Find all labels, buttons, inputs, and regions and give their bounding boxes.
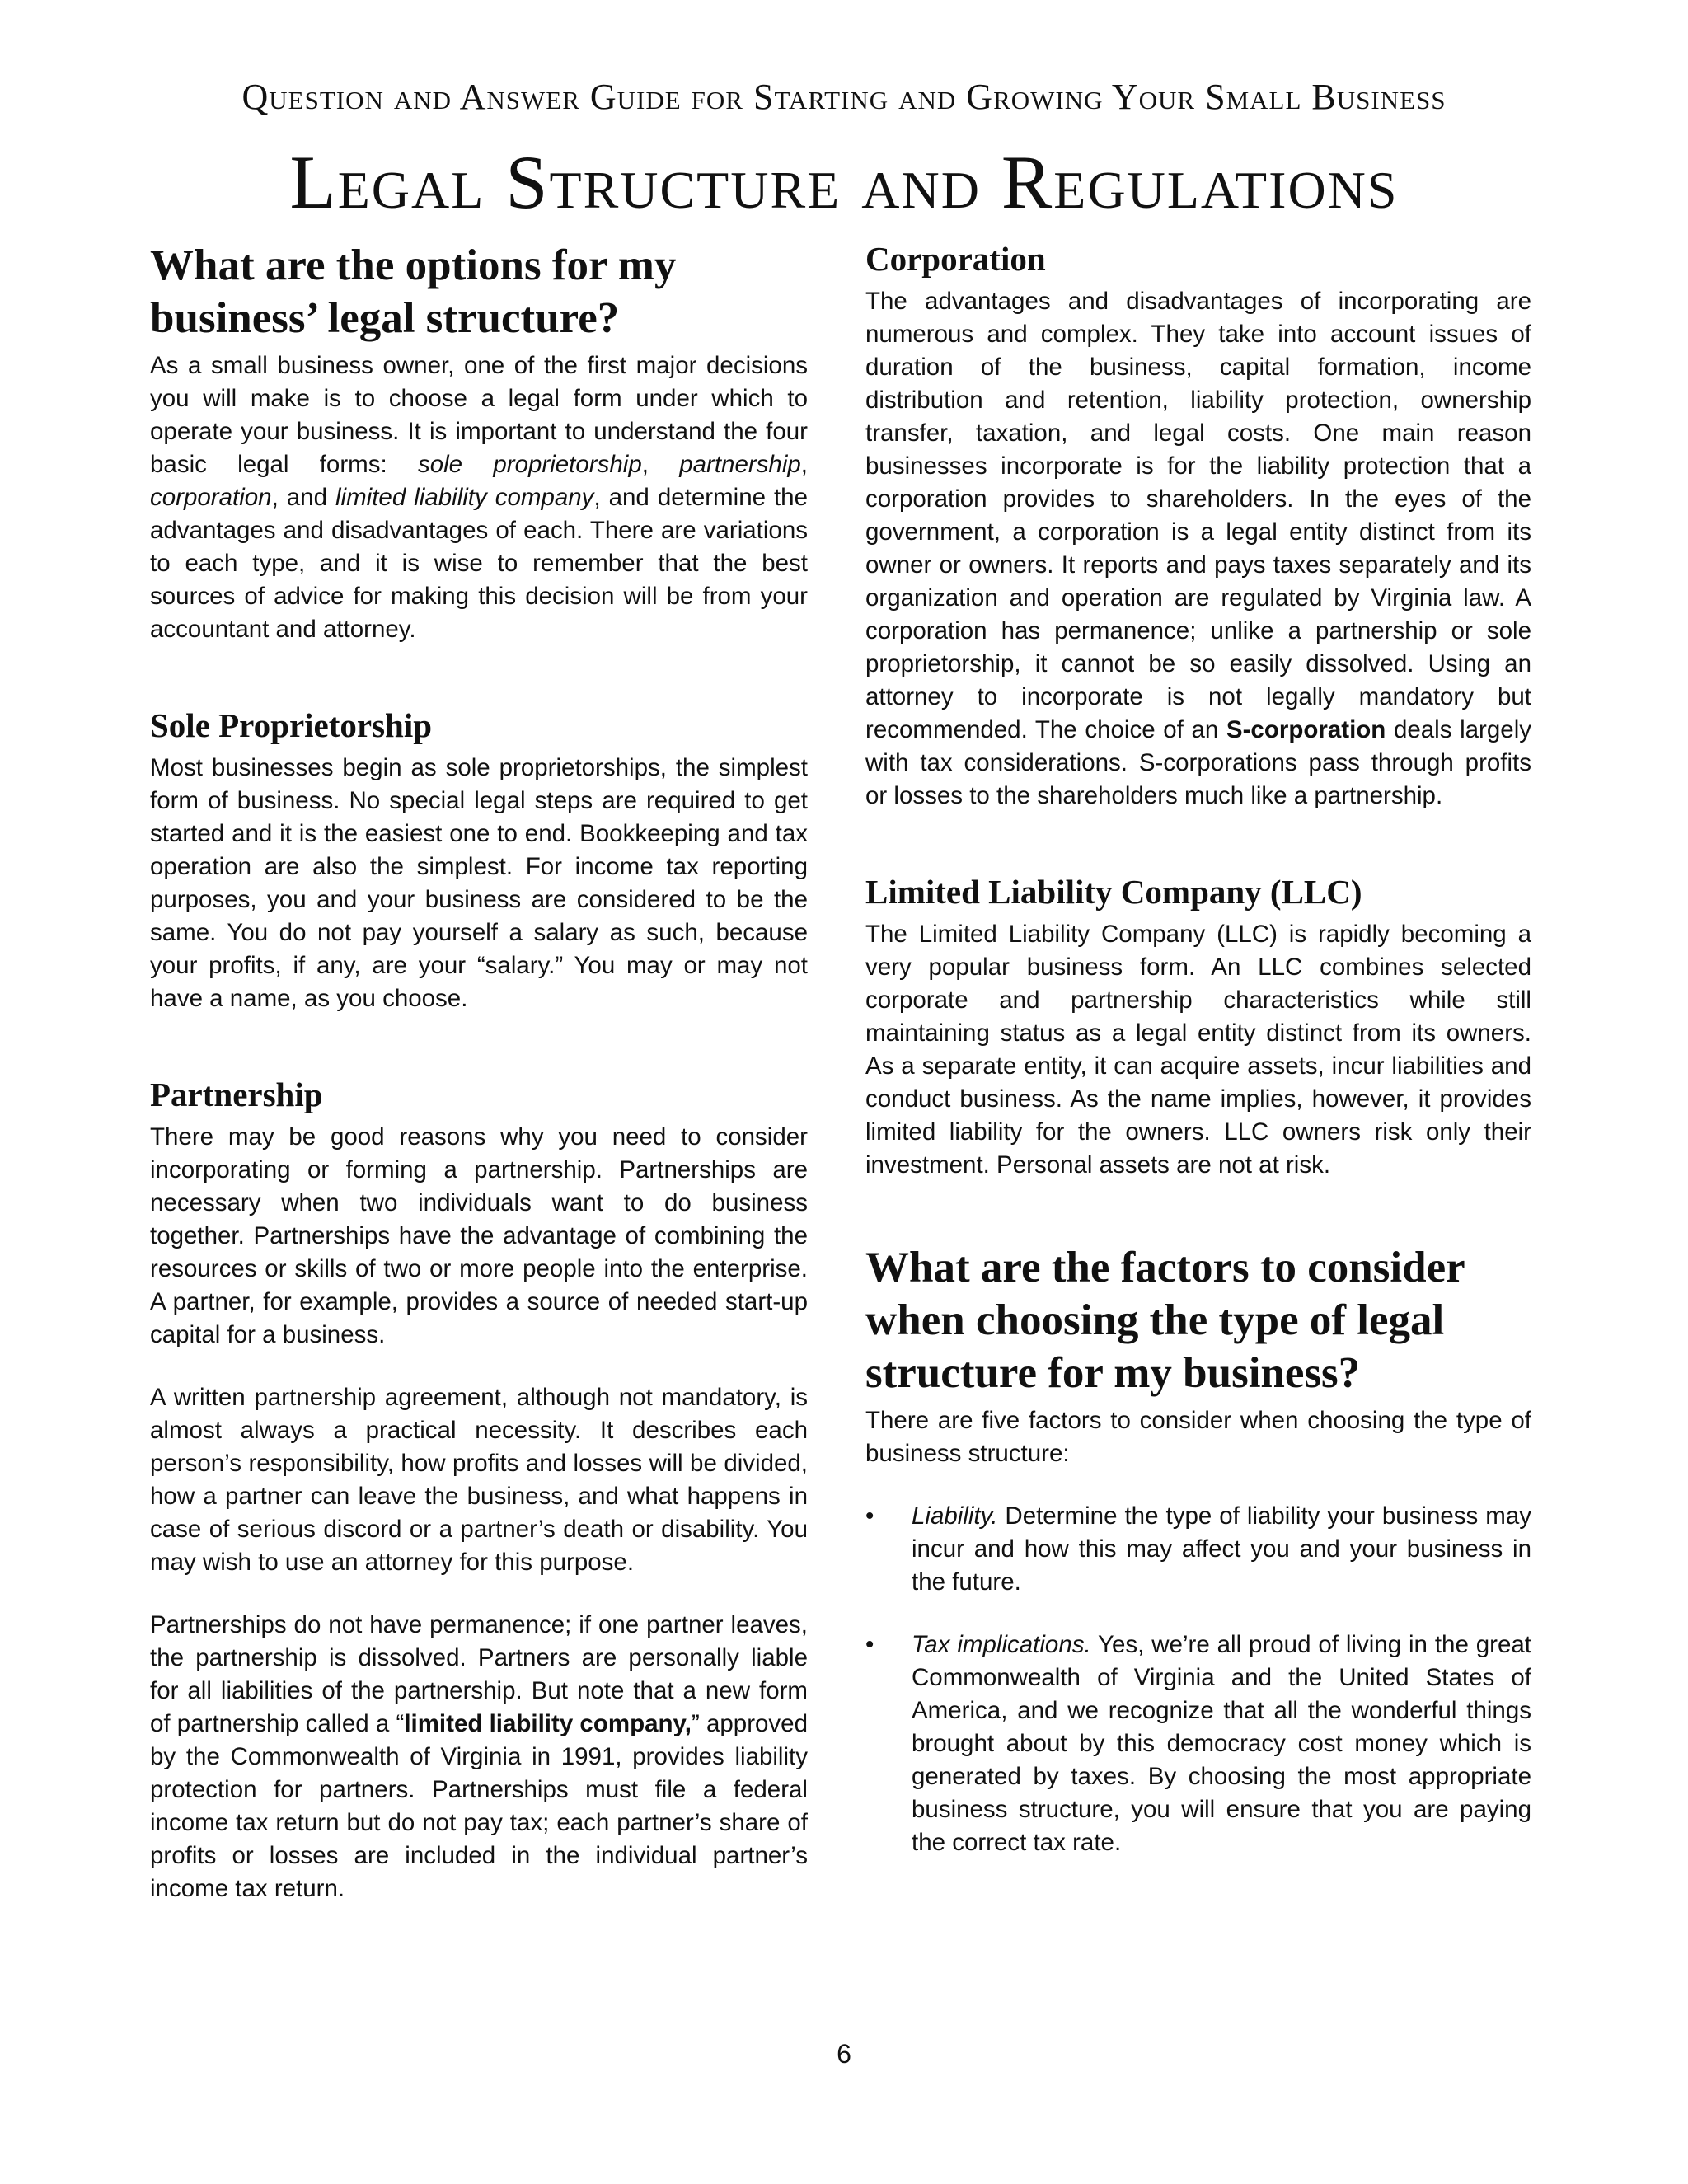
- term-s-corporation: S-corporation: [1226, 716, 1386, 743]
- intro-text-b: ,: [641, 451, 680, 478]
- factor-tax-lead: Tax implications.: [912, 1631, 1091, 1658]
- partnership-p3-text-a: Partnerships do not have permanence; if one partner leaves, the partnership is dissolved. Partners are personally liable for all liabilities of the partnership. But note that a new form of partnership called a “: [150, 1611, 808, 1737]
- intro-text-e: , and determine the advantages and disadvantages of each. There are variations to each type, and it is wise to remember that the best sources of advice for making this decision will be from your accountant and attorney.: [150, 484, 808, 643]
- factor-liability-lead: Liability.: [912, 1502, 998, 1530]
- heading-sole-proprietorship: Sole Proprietorship: [150, 706, 433, 744]
- partnership-paragraph-1: There may be good reasons why you need to consider incorporating or forming a partnership. Partnerships are necessary when two individuals want to do business together. Partnerships have the advantage of combining the resources or skills of two or more people into the enterprise. A partner, for example, provides a source of needed start-up capital for a business.: [150, 1123, 808, 1348]
- term-corporation: corporation: [150, 484, 272, 511]
- list-item: [865, 1500, 1531, 1599]
- right-column: [865, 239, 1531, 1889]
- heading-partnership: Partnership: [150, 1076, 323, 1113]
- term-sole-proprietorship: sole proprietorship: [417, 451, 642, 478]
- page-number: 6: [837, 2039, 851, 2069]
- sole-proprietorship-paragraph: Most businesses begin as sole proprietorships, the simplest form of business. No special legal steps are required to get started and it is the easiest one to end. Bookkeeping and tax operation are also the simplest. For income tax reporting purposes, you and your business are considered to be the same. You do not pay yourself a salary as such, because your profits, if any, are your “salary.” You may or may not have a name, as you choose.: [150, 754, 808, 1012]
- question-legal-structure-options: What are the options for my business’ legal structure?: [150, 241, 677, 342]
- heading-llc: Limited Liability Company (LLC): [865, 873, 1362, 911]
- llc-paragraph: The Limited Liability Company (LLC) is rapidly becoming a very popular business form. An LLC combines selected corporate and partnership characteristics while still maintaining status as a legal entity distinct from its owners. As a separate entity, it can acquire assets, incur liabilities and conduct business. As the name implies, however, it provides limited liability for the owners. LLC owners risk only their investment. Personal assets are not at risk.: [865, 921, 1531, 1179]
- corporation-paragraph: [865, 285, 1531, 813]
- intro-text-a: As a small business owner, one of the first major decisions you will make is to choose a legal form under which to operate your business. It is important to understand the four basic legal forms:: [150, 352, 808, 478]
- left-column: [150, 239, 808, 1905]
- running-head: Question and Answer Guide for Starting and Growing Your Small Business: [241, 77, 1447, 117]
- partnership-paragraph-2: A written partnership agreement, although not mandatory, is almost always a practical necessity. It describes each person’s responsibility, how profits and losses will be divided, how a partner can leave the business, and what happens in case of serious discord or a partner’s death or disability. You may wish to use an attorney for this purpose.: [150, 1384, 808, 1576]
- question-factors-to-consider: What are the factors to consider when choosing the type of legal structure for my business?: [865, 1244, 1465, 1397]
- term-partnership: partnership: [679, 451, 801, 478]
- intro-text-c: ,: [800, 451, 808, 478]
- page-title: Legal Structure and Regulations: [289, 140, 1399, 224]
- factor-tax-text: Yes, we’re all proud of living in the great Commonwealth of Virginia and the United States of America, and we recognize that all the wonderful things brought about by this democracy cost money which is generated by taxes. By choosing the most appropriate business structure, you will ensure that you are paying the correct tax rate.: [912, 1631, 1531, 1856]
- factors-intro-paragraph: There are five factors to consider when choosing the type of business structure:: [865, 1407, 1531, 1467]
- corporation-text-a: The advantages and disadvantages of incorporating are numerous and complex. They take into account issues of duration of the business, capital formation, income distribution and retention, liability protection, ownership transfer, taxation, and legal costs. One main reason businesses incorporate is for the liability protection that a corporation provides to shareholders. In the eyes of the government, a corporation is a legal entity distinct from its owner or owners. It reports and pays taxes separately and its organization and operation are regulated by Virginia law. A corporation has permanence; unlike a partnership or sole proprietorship, it cannot be so easily dissolved. Using an attorney to incorporate is not legally mandatory but recommended. The choice of an: [865, 288, 1531, 743]
- corporation-text-c: deals largely with tax considerations. S-corporations pass through profits or losses to the shareholders much like a partnership.: [865, 716, 1531, 809]
- list-item: [865, 1629, 1531, 1859]
- partnership-p3-text-c: ” approved by the Commonwealth of Virginia in 1991, provides liability protection for partners. Partnerships must file a federal income tax return but do not pay tax; each partner’s share of profits or losses are included in the individual partner’s income tax return.: [150, 1710, 808, 1902]
- factor-liability-text: Determine the type of liability your business may incur and how this may affect you and your business in the future.: [912, 1502, 1531, 1596]
- intro-text-d: , and: [271, 484, 335, 511]
- factors-list: [865, 1500, 1531, 1859]
- legal-structure-intro-paragraph: [150, 349, 808, 646]
- term-llc: limited liability company: [335, 484, 594, 511]
- term-limited-liability-company: limited liability company,: [404, 1710, 692, 1737]
- bullet-icon: •: [865, 1502, 874, 1530]
- partnership-paragraph-3: [150, 1609, 808, 1905]
- bullet-icon: •: [865, 1631, 874, 1658]
- heading-corporation: Corporation: [865, 240, 1046, 278]
